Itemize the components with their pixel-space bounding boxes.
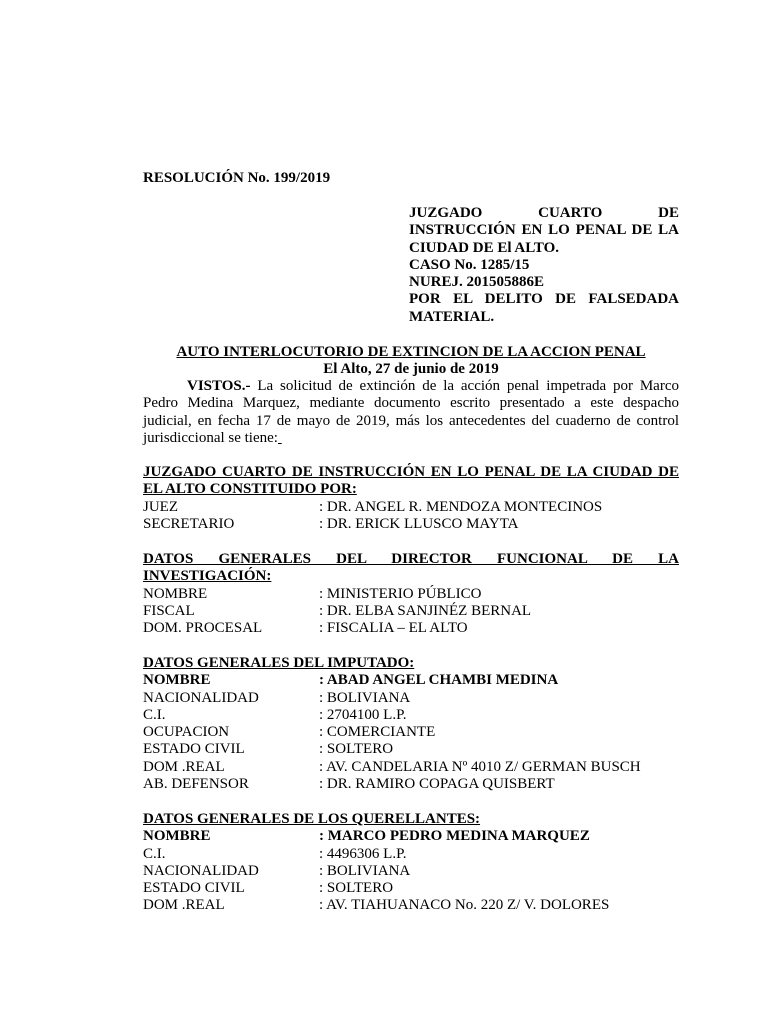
field-value: : DR. RAMIRO COPAGA QUISBERT bbox=[319, 776, 555, 793]
field-value: : DR. ELBA SANJINÉZ BERNAL bbox=[319, 602, 532, 619]
field-label: NOMBRE bbox=[143, 672, 211, 689]
field-label: NACIONALIDAD bbox=[143, 862, 259, 879]
field-value: : DR. ERICK LLUSCO MAYTA bbox=[319, 515, 519, 532]
vistos-underline bbox=[278, 430, 282, 446]
field-value: : 2704100 L.P. bbox=[319, 706, 407, 723]
section-director bbox=[143, 551, 679, 637]
field-row bbox=[143, 776, 679, 793]
section-heading bbox=[143, 464, 679, 499]
field-label: NOMBRE bbox=[143, 585, 208, 602]
section-heading bbox=[143, 551, 679, 586]
vistos-paragraph bbox=[143, 378, 679, 447]
field-value: : DR. ANGEL R. MENDOZA MONTECINOS bbox=[319, 498, 603, 515]
field-row bbox=[143, 499, 679, 516]
court-header-line: JUZGADO CUARTO DE bbox=[409, 205, 679, 221]
court-header bbox=[409, 205, 679, 326]
field-label: OCUPACION bbox=[143, 724, 230, 741]
vistos-text: La solicitud de extinción de la acción penal impetrada por Marco Pedro Medina Marquez, mediante documento escrito presentado a este despacho judicial, en fecha 17 de mayo de 2019, más los antecedentes del cuaderno de control jurisdiccional se tiene: bbox=[143, 378, 679, 446]
vistos-label: VISTOS.- bbox=[187, 378, 251, 394]
field-row bbox=[143, 690, 679, 707]
crime-line: POR EL DELITO DE FALSEDADA bbox=[409, 291, 679, 308]
field-value: : AV. CANDELARIA Nº 4010 Z/ GERMAN BUSCH bbox=[319, 758, 641, 775]
crime-line: MATERIAL. bbox=[409, 308, 495, 325]
field-value: : SOLTERO bbox=[319, 880, 394, 897]
section-court bbox=[143, 464, 679, 533]
field-label: NACIONALIDAD bbox=[143, 689, 259, 706]
auto-date: El Alto, 27 de junio de 2019 bbox=[323, 361, 499, 377]
field-value: : FISCALIA – EL ALTO bbox=[319, 620, 468, 637]
section-heading-line: DATOS GENERALES DEL DIRECTOR FUNCIONAL DE LA bbox=[143, 551, 679, 567]
field-label: C.I. bbox=[143, 845, 166, 862]
field-value: : COMERCIANTE bbox=[319, 724, 436, 741]
field-label: DOM .REAL bbox=[143, 758, 225, 775]
field-value: : MARCO PEDRO MEDINA MARQUEZ bbox=[319, 828, 590, 845]
field-label: NOMBRE bbox=[143, 828, 211, 845]
field-row bbox=[143, 603, 679, 620]
field-label: ESTADO CIVIL bbox=[143, 880, 245, 897]
field-value: : MINISTERIO PÚBLICO bbox=[319, 585, 482, 602]
field-row bbox=[143, 672, 679, 689]
section-heading-line: EL ALTO CONSTITUIDO POR: bbox=[143, 481, 357, 498]
field-value: : BOLIVIANA bbox=[319, 689, 411, 706]
field-label: DOM .REAL bbox=[143, 897, 225, 914]
court-header-line: INSTRUCCIÓN EN LO PENAL DE LA bbox=[409, 222, 679, 239]
section-heading-line: INVESTIGACIÓN: bbox=[143, 568, 272, 585]
field-row bbox=[143, 828, 679, 845]
auto-title: AUTO INTERLOCUTORIO DE EXTINCION DE LA ACCION PENAL bbox=[176, 344, 646, 360]
field-label: DOM. PROCESAL bbox=[143, 620, 263, 637]
field-row bbox=[143, 880, 679, 897]
field-label: ESTADO CIVIL bbox=[143, 741, 245, 758]
field-row bbox=[143, 707, 679, 724]
section-imputado bbox=[143, 655, 679, 793]
field-row bbox=[143, 724, 679, 741]
field-label: JUEZ bbox=[143, 498, 178, 515]
section-querellantes bbox=[143, 811, 679, 915]
section-heading: DATOS GENERALES DEL IMPUTADO: bbox=[143, 655, 415, 671]
section-heading-line: JUZGADO CUARTO DE INSTRUCCIÓN EN LO PENAL DE LA CIUDAD DE bbox=[143, 464, 679, 480]
field-value: : BOLIVIANA bbox=[319, 862, 411, 879]
field-value: : 4496306 L.P. bbox=[319, 845, 407, 862]
field-row bbox=[143, 516, 679, 533]
court-header-line: CIUDAD DE El ALTO. bbox=[409, 239, 560, 256]
field-value: : AV. TIAHUANACO No. 220 Z/ V. DOLORES bbox=[319, 897, 610, 914]
field-row bbox=[143, 759, 679, 776]
field-row bbox=[143, 586, 679, 603]
nurej-number: NUREJ. 201505886E bbox=[409, 274, 545, 291]
field-label: SECRETARIO bbox=[143, 515, 235, 532]
field-value: : SOLTERO bbox=[319, 741, 394, 758]
resolution-number: RESOLUCIÓN No. 199/2019 bbox=[143, 170, 331, 186]
field-row bbox=[143, 863, 679, 880]
case-number: CASO No. 1285/15 bbox=[409, 256, 530, 273]
field-value: : ABAD ANGEL CHAMBI MEDINA bbox=[319, 672, 559, 689]
field-label: C.I. bbox=[143, 706, 166, 723]
field-row bbox=[143, 741, 679, 758]
field-label: FISCAL bbox=[143, 602, 195, 619]
section-heading: DATOS GENERALES DE LOS QUERELLANTES: bbox=[143, 811, 481, 827]
field-row bbox=[143, 846, 679, 863]
field-label: AB. DEFENSOR bbox=[143, 776, 249, 793]
field-row bbox=[143, 897, 679, 914]
field-row bbox=[143, 620, 679, 637]
